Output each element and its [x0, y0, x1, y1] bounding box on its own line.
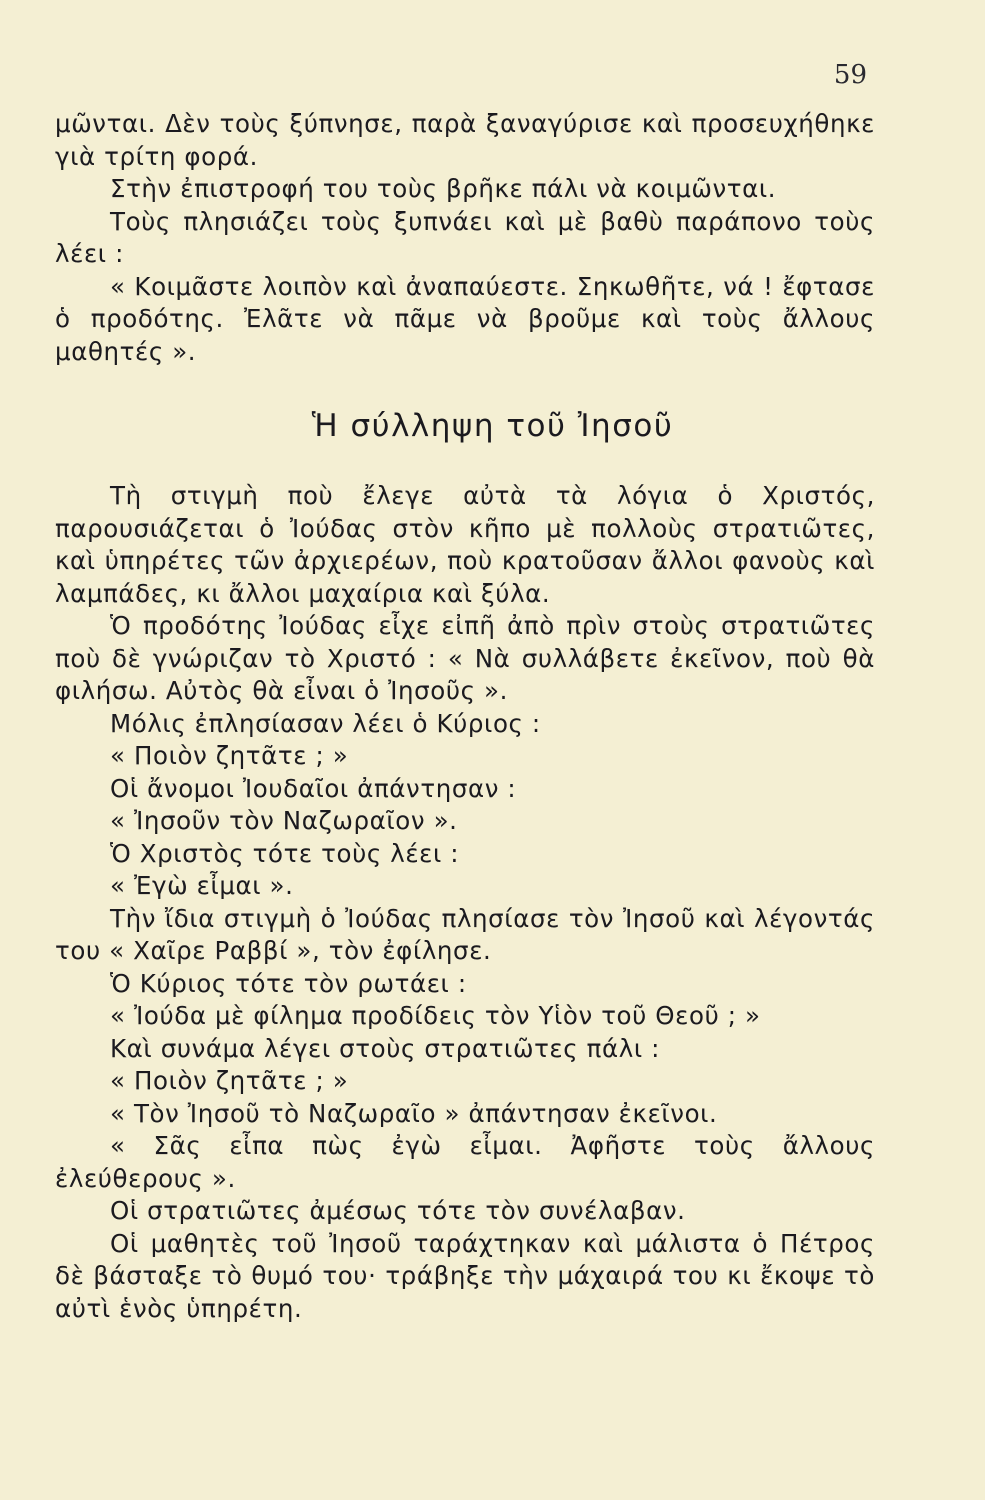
paragraph: « Ἐγὼ εἶμαι ».: [110, 871, 294, 900]
paragraph: « Ποιὸν ζητᾶτε ; »: [110, 1066, 349, 1095]
paragraph: Στὴν ἐπιστροφή του τοὺς βρῆκε πάλι νὰ κοιμῶνται.: [110, 174, 777, 203]
paragraph: Τοὺς πλησιάζει τοὺς ξυπνάει καὶ μὲ βαθὺ παράπονο τοὺς λέει :: [55, 206, 875, 268]
section-text: [55, 480, 875, 1325]
paragraph: Οἱ ἄνομοι Ἰουδαῖοι ἀπάντησαν :: [110, 773, 517, 803]
paragraph: Ὁ Κύριος τότε τὸν ρωτάει :: [110, 968, 467, 998]
page-number: 59: [833, 60, 867, 90]
paragraph: « Ἰησοῦν τὸν Ναζωραῖον ».: [110, 806, 458, 835]
paragraph: « Τὸν Ἰησοῦ τὸ Ναζωραῖο » ἀπάντησαν ἐκεῖνοι.: [110, 1098, 718, 1128]
paragraph: « Σᾶς εἶπα πὼς ἐγὼ εἶμαι. Ἀφῆστε τοὺς ἄλλους ἐλεύθερους ».: [55, 1131, 875, 1193]
paragraph: Καὶ συνάμα λέγει στοὺς στρατιῶτες πάλι :: [110, 1033, 660, 1063]
section-heading: Ἡ σύλληψη τοῦ Ἰησοῦ: [311, 408, 674, 444]
paragraph: Οἱ μαθητὲς τοῦ Ἰησοῦ ταράχτηκαν καὶ μάλιστα ὁ Πέτρος δὲ βάσταξε τὸ θυμό του· τράβηξε τὴν μάχαιρά του κι ἔκοψε τὸ αὐτὶ ἑνὸς ὑπηρέτη.: [55, 1228, 875, 1323]
intro-text: [55, 108, 875, 368]
paragraph: « Ποιὸν ζητᾶτε ; »: [110, 741, 349, 770]
paragraph: Τὴν ἴδια στιγμὴ ὁ Ἰούδας πλησίασε τὸν Ἰησοῦ καὶ λέγοντάς του « Χαῖρε Ραββί », τὸν ἐφίλησε.: [55, 903, 875, 965]
paragraph: Ὁ Χριστὸς τότε τοὺς λέει :: [110, 838, 460, 868]
paragraph: Τὴ στιγμὴ ποὺ ἔλεγε αὐτὰ τὰ λόγια ὁ Χριστός, παρουσιάζεται ὁ Ἰούδας στὸν κῆπο μὲ πολλοὺς στρατιῶτες, καὶ ὑπηρέτες τῶν ἀρχιερέων, ποὺ κρατοῦσαν ἄλλοι φανοὺς καὶ λαμπάδες, κι ἄλλοι μαχαίρια καὶ ξύλα.: [55, 481, 875, 608]
paragraph: « Ἰούδα μὲ φίλημα προδίδεις τὸν Υἱὸν τοῦ Θεοῦ ; »: [110, 1001, 761, 1030]
paragraph: Οἱ στρατιῶτες ἀμέσως τότε τὸν συνέλαβαν.: [110, 1196, 686, 1225]
paragraph: μῶνται. Δὲν τοὺς ξύπνησε, παρὰ ξαναγύρισε καὶ προσευχήθηκε γιὰ τρίτη φορά.: [55, 109, 875, 171]
paragraph: « Κοιμᾶστε λοιπὸν καὶ ἀναπαύεστε. Σηκωθῆτε, νά ! ἔφτασε ὁ προδότης. Ἐλᾶτε νὰ πᾶμε νὰ βροῦμε καὶ τοὺς ἄλλους μαθητές ».: [55, 271, 875, 366]
paragraph: Ὁ προδότης Ἰούδας εἶχε εἰπῆ ἀπὸ πρὶν στοὺς στρατιῶτες ποὺ δὲ γνώριζαν τὸ Χριστό : « Νὰ συλλάβετε ἐκεῖνον, ποὺ θὰ φιλήσω. Αὐτὸς θὰ εἶναι ὁ Ἰησοῦς ».: [55, 611, 875, 705]
paragraph: Μόλις ἐπλησίασαν λέει ὁ Κύριος :: [110, 708, 541, 738]
